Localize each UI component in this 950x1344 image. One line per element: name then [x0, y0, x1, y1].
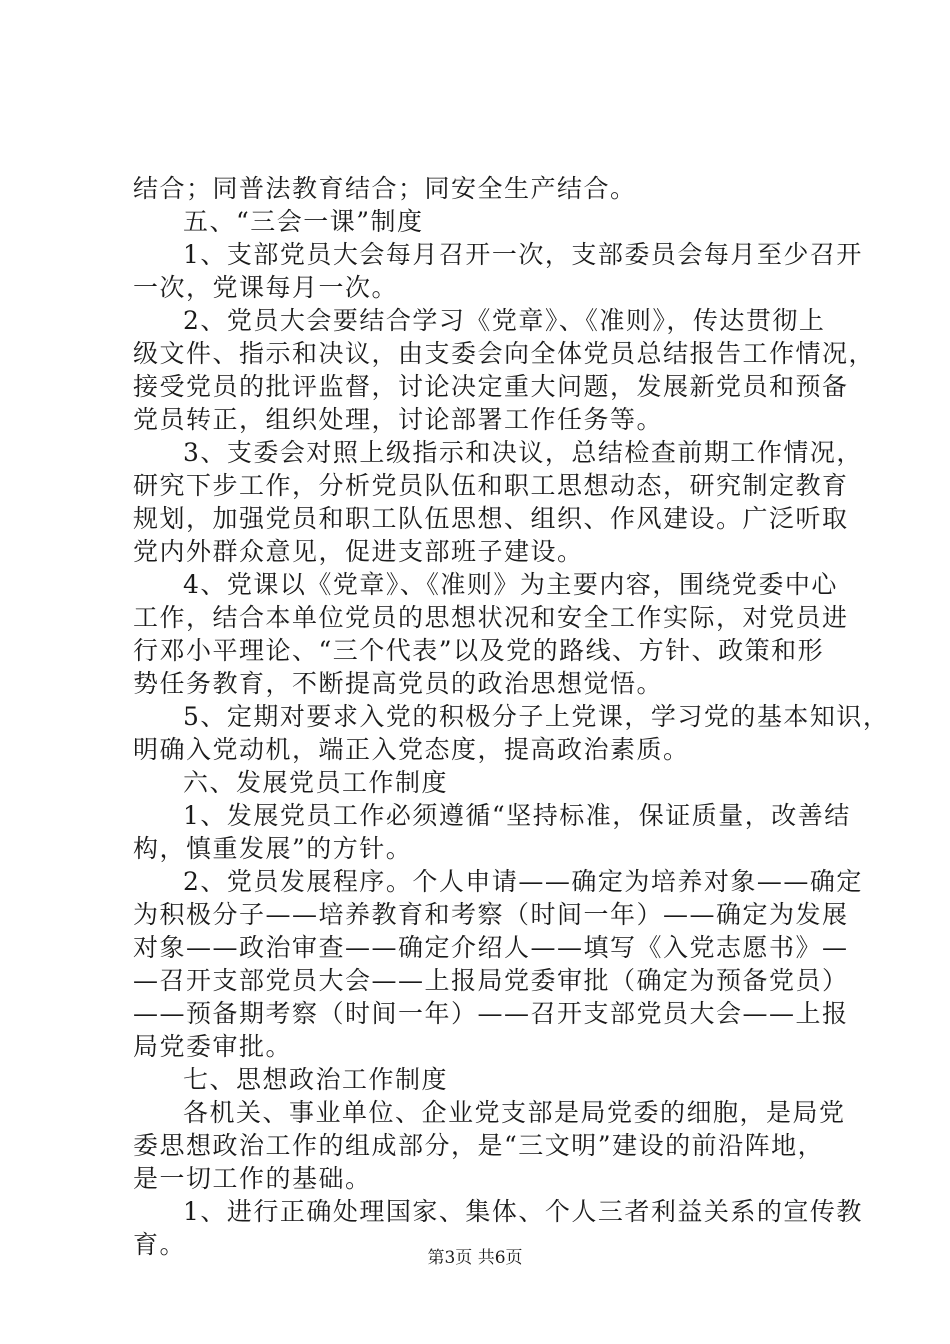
text-line: 5、定期对要求入党的积极分子上党课，学习党的基本知识， [183, 702, 890, 731]
text-line: 1、发展党员工作必须遵循“坚持标准，保证质量，改善结 [183, 801, 851, 830]
text-line: 党内外群众意见，促进支部班子建设。 [133, 537, 584, 566]
text-line: 2、党员大会要结合学习《党章》、《准则》，传达贯彻上 [183, 306, 826, 335]
text-line: 一次，党课每月一次。 [133, 273, 399, 302]
text-line: 2、党员发展程序。个人申请——确定为培养对象——确定 [183, 867, 863, 896]
text-line: 研究下步工作，分析党员队伍和职工思想动态，研究制定教育 [133, 471, 849, 500]
text-line: 1、进行正确处理国家、集体、个人三者利益关系的宣传教 [183, 1197, 863, 1226]
text-line: 是一切工作的基础。 [133, 1164, 372, 1193]
page-number-footer: 第3页 共6页 [427, 1248, 523, 1268]
text-line: 各机关、事业单位、企业党支部是局党委的细胞，是局党 [183, 1098, 846, 1127]
text-line: 五、“三会一课”制度 [183, 207, 424, 236]
text-line: 为积极分子——培养教育和考察（时间一年）——确定为发展 [133, 900, 849, 929]
text-line: 接受党员的批评监督，讨论决定重大问题，发展新党员和预备 [133, 372, 849, 401]
text-line: 育。 [133, 1230, 187, 1259]
text-line: 3、支委会对照上级指示和决议，总结检查前期工作情况， [183, 438, 863, 467]
text-line: 工作，结合本单位党员的思想状况和安全工作实际，对党员进 [133, 603, 849, 632]
text-line: —召开支部党员大会——上报局党委审批（确定为预备党员） [133, 966, 849, 995]
text-line: 结合；同普法教育结合；同安全生产结合。 [133, 174, 637, 203]
text-line: ——预备期考察（时间一年）——召开支部党员大会——上报 [133, 999, 849, 1028]
document-body [133, 172, 890, 1261]
text-line: 明确入党动机，端正入党态度，提高政治素质。 [133, 735, 690, 764]
text-line: 对象——政治审查——确定介绍人——填写《入党志愿书》— [133, 933, 849, 962]
text-line: 1、支部党员大会每月召开一次，支部委员会每月至少召开 [183, 240, 863, 269]
text-line: 委思想政治工作的组成部分，是“三文明”建设的前沿阵地， [133, 1131, 825, 1160]
text-line: 4、党课以《党章》、《准则》为主要内容，围绕党委中心 [183, 570, 838, 599]
text-line: 党员转正，组织处理，讨论部署工作任务等。 [133, 405, 664, 434]
text-line: 行邓小平理论、“三个代表”以及党的路线、方针、政策和形 [133, 636, 825, 665]
text-line: 构，慎重发展”的方针。 [133, 834, 413, 863]
text-line: 级文件、指示和决议，由支委会向全体党员总结报告工作情况， [133, 339, 876, 368]
text-line: 局党委审批。 [133, 1032, 293, 1061]
text-line: 势任务教育，不断提高党员的政治思想觉悟。 [133, 669, 664, 698]
text-line: 规划，加强党员和职工队伍思想、组织、作风建设。广泛听取 [133, 504, 849, 533]
text-line: 六、发展党员工作制度 [183, 768, 449, 797]
text-line: 七、思想政治工作制度 [183, 1065, 449, 1094]
